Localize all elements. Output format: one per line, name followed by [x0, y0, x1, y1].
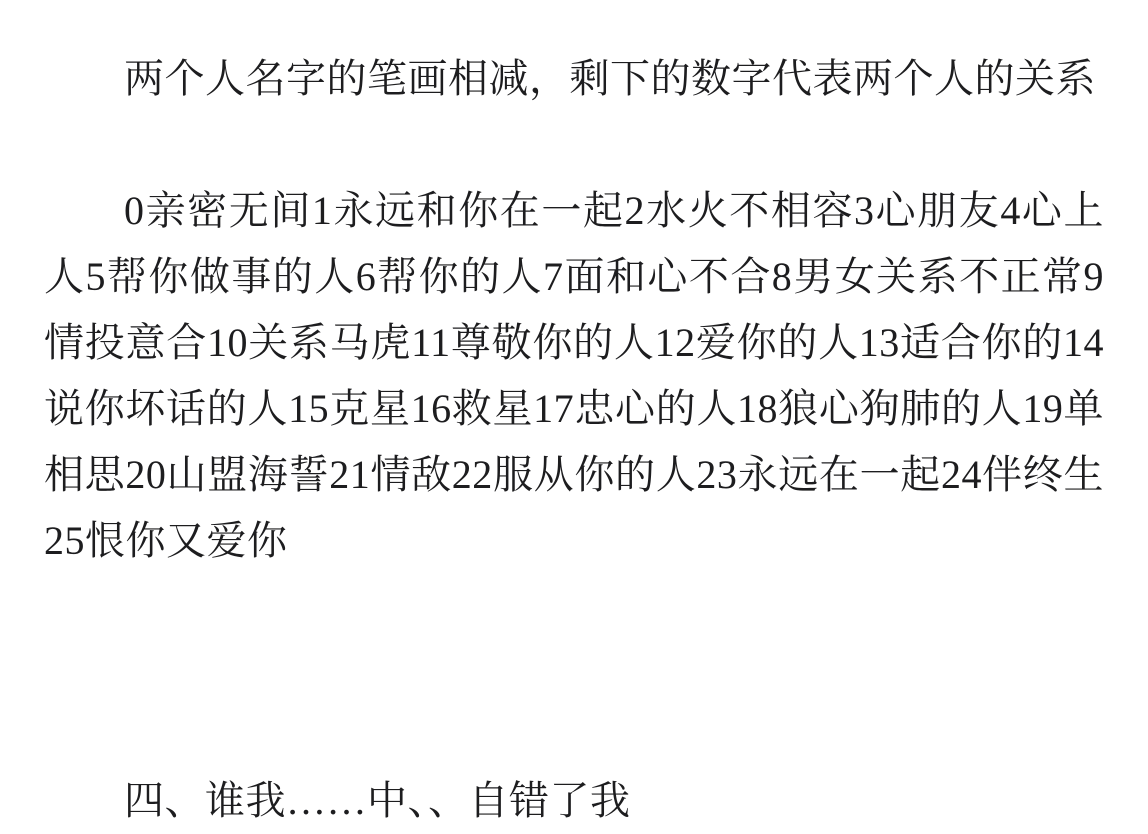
- paragraph-spacer: [44, 112, 1104, 178]
- paragraph-title: 两个人名字的笔画相减，剩下的数字代表两个人的关系: [124, 56, 1096, 101]
- paragraph-relationship-list: 0亲密无间1永远和你在一起2水火不相容3心朋友4心上人5帮你做事的人6帮你的人7面和心不合8男女关系不正常9情投意合10关系马虎11尊敬你的人12爱你的人13适合你的14说你坏话的人15克星16救星17忠心的人18狼心狗肺的人19单相思20山盟海誓21情敌22服从你的人23永远在一起24伴终生25恨你又爱你: [44, 188, 1104, 563]
- clipped-next-paragraph-window: [44, 772, 1104, 823]
- paragraph-partial-next: 四、谁我……中、、自错了我: [124, 778, 631, 823]
- document-body: [44, 46, 1104, 574]
